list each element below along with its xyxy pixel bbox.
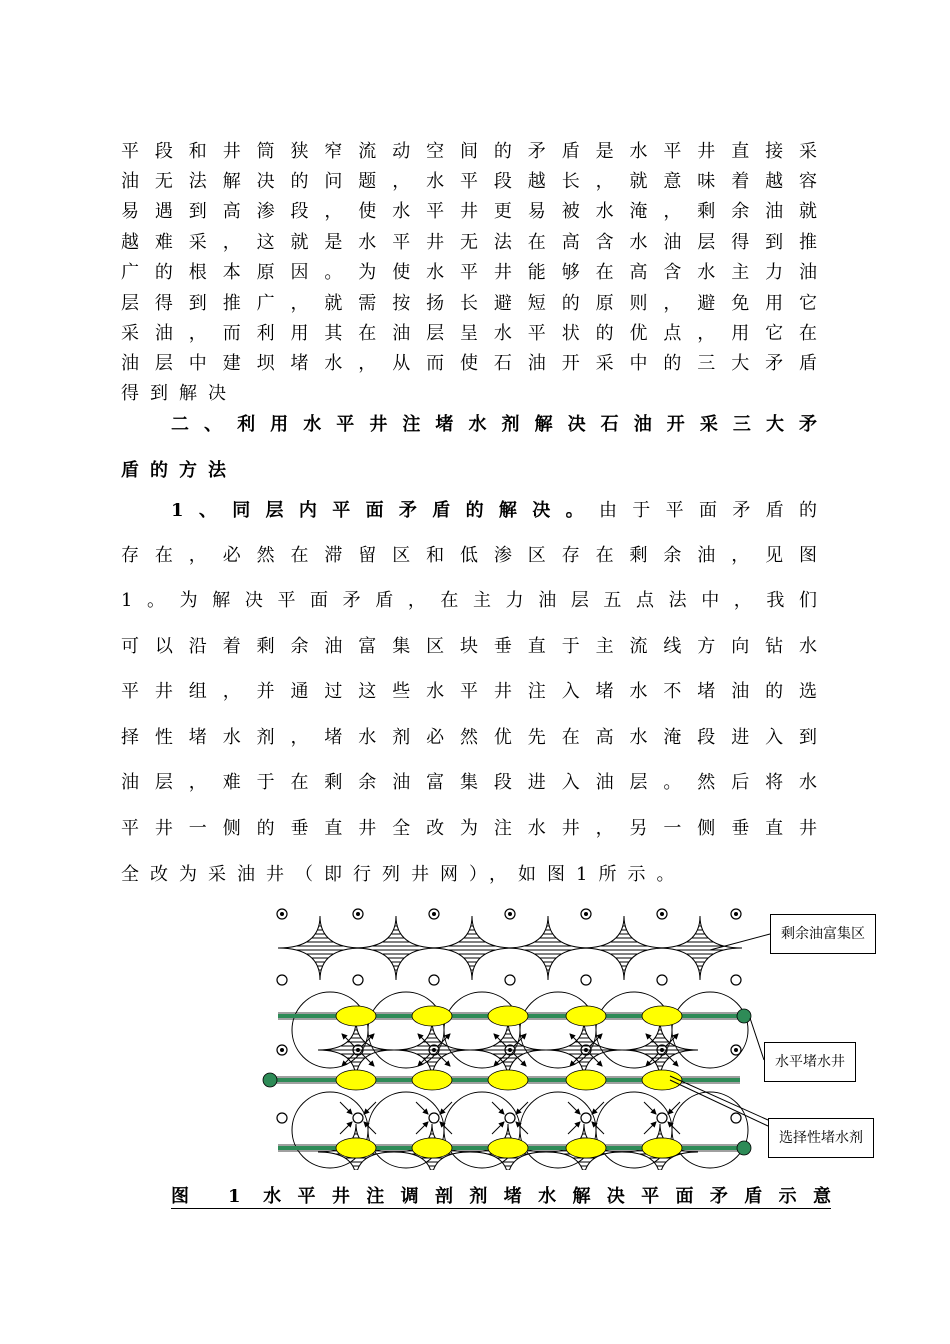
drainage-circle (672, 1092, 748, 1168)
section-heading-cont: 盾的方法 (121, 460, 237, 481)
paragraph-line: 择性堵水剂，堵水剂必然优先在高水淹段进入到 (121, 727, 817, 748)
oil-rich-zone (506, 916, 590, 980)
production-well (277, 1113, 287, 1123)
plugging-agent-blob (642, 1006, 682, 1026)
paragraph-line: 采油，而利用其在油层呈水平状的优点，用它在 (121, 323, 817, 344)
flow-arrow (340, 1102, 352, 1114)
paragraph-line: 平段和井筒狭窄流动空间的矛盾是水平井直接采 (121, 141, 817, 162)
plugging-agent-blob (566, 1006, 606, 1026)
flow-arrow (492, 1122, 504, 1134)
plugging-agent-blob (336, 1070, 376, 1090)
injection-well-inner (660, 1048, 664, 1052)
horizontal-well-head (737, 1009, 751, 1023)
section-heading: 二、利用水平井注堵水剂解决石油开采三大矛 (171, 414, 817, 435)
production-well (657, 1113, 667, 1123)
paragraph-line: 油无法解决的问题，水平段越长，就意味着越容 (121, 171, 817, 192)
paragraph-line: 可以沿着剩余油富集区块垂直于主流线方向钻水 (121, 636, 817, 657)
plugging-agent-blob (566, 1138, 606, 1158)
paragraph-line: 平井组，并通过这些水平井注入堵水不堵油的选 (121, 681, 817, 702)
production-well (429, 975, 439, 985)
plugging-agent-blob (412, 1070, 452, 1090)
flow-arrow (364, 1122, 376, 1134)
horizontal-well-head (737, 1141, 751, 1155)
plugging-agent-blob (336, 1138, 376, 1158)
paragraph-line: 广的根本原因。为使水平井能够在高含水主力油 (121, 262, 817, 283)
flow-arrow (516, 1122, 528, 1134)
flow-arrow (340, 1122, 352, 1134)
flow-arrow (644, 1122, 656, 1134)
flow-arrow (416, 1102, 428, 1114)
oil-rich-zone (354, 916, 438, 980)
paragraph-line: 油层中建坝堵水，从而使石油开采中的三大矛盾 (121, 353, 817, 374)
production-well (353, 975, 363, 985)
plugging-agent-blob (412, 1006, 452, 1026)
injection-well-inner (432, 912, 436, 916)
flow-arrow (440, 1122, 452, 1134)
production-well (505, 1113, 515, 1123)
injection-well-inner (584, 912, 588, 916)
production-well (581, 1113, 591, 1123)
callout-horizontal-well: 水平堵水井 (764, 1042, 856, 1082)
paragraph-line: 1。为解决平面矛盾，在主力油层五点法中，我们 (121, 590, 817, 611)
injection-well-inner (280, 912, 284, 916)
flow-arrow (416, 1122, 428, 1134)
flow-arrow (568, 1102, 580, 1114)
injection-well-inner (584, 1048, 588, 1052)
oil-rich-zone (278, 916, 362, 980)
injection-well-inner (734, 912, 738, 916)
callout-leader (670, 1076, 768, 1120)
callout-remaining-oil: 剩余油富集区 (770, 914, 876, 954)
plugging-agent-blob (642, 1138, 682, 1158)
oil-rich-zone (658, 916, 742, 980)
injection-well-inner (734, 1048, 738, 1052)
flow-arrow (592, 1122, 604, 1134)
production-well (277, 975, 287, 985)
subsection-first-line (171, 500, 817, 522)
flow-arrow (592, 1102, 604, 1114)
flow-arrow (516, 1102, 528, 1114)
callout-leader (670, 1080, 768, 1126)
production-well (731, 1113, 741, 1123)
flow-arrow (644, 1102, 656, 1114)
paragraph-line: 平井一侧的垂直井全改为注水井，另一侧垂直井 (121, 818, 817, 839)
subsection-lead: 1、同层内平面矛盾的解决。 (171, 500, 599, 521)
injection-well-inner (356, 1048, 360, 1052)
plugging-agent-blob (336, 1006, 376, 1026)
plugging-agent-blob (566, 1070, 606, 1090)
flow-arrow (668, 1102, 680, 1114)
paragraph-line: 层得到推广，就需按扬长避短的原则，避免用它 (121, 293, 817, 314)
drainage-circle (672, 992, 748, 1068)
paragraph-line: 油层，难于在剩余油富集段进入油层。然后将水 (121, 772, 817, 793)
production-well (731, 975, 741, 985)
injection-well-inner (356, 912, 360, 916)
paragraph-line: 存在，必然在滞留区和低渗区存在剩余油，见图 (121, 545, 817, 566)
callout-plugging-agent: 选择性堵水剂 (768, 1118, 874, 1158)
production-well (353, 1113, 363, 1123)
flow-arrow (364, 1102, 376, 1114)
injection-well-inner (660, 912, 664, 916)
production-well (429, 1113, 439, 1123)
plugging-agent-blob (488, 1070, 528, 1090)
paragraph-line: 得到解决 (121, 383, 237, 404)
plugging-agent-blob (642, 1070, 682, 1090)
plugging-agent-blob (488, 1006, 528, 1026)
paragraph-line: 越难采，这就是水平井无法在高含水油层得到推 (121, 232, 817, 253)
injection-well-inner (432, 1048, 436, 1052)
injection-well-inner (508, 912, 512, 916)
flow-arrow (568, 1122, 580, 1134)
figure-caption: 图 1 水平井注调剖剂堵水解决平面矛盾示意 (171, 1182, 831, 1209)
production-well (581, 975, 591, 985)
paragraph-line: 易遇到高渗段，使水平井更易被水淹，剩余油就 (121, 201, 817, 222)
callout-leader (750, 1018, 764, 1060)
plugging-agent-blob (412, 1138, 452, 1158)
figure-well-pattern (260, 900, 900, 1170)
production-well (657, 975, 667, 985)
subsection-first-rest: 由于平面矛盾的 (598, 500, 817, 521)
injection-well-inner (280, 1048, 284, 1052)
horizontal-well-head (263, 1073, 277, 1087)
oil-rich-zone (582, 916, 666, 980)
production-well (505, 975, 515, 985)
paragraph-line: 全改为采油井（即行列井网），如图1所示。 (121, 864, 686, 885)
flow-arrow (440, 1102, 452, 1114)
injection-well-inner (508, 1048, 512, 1052)
plugging-agent-blob (488, 1138, 528, 1158)
flow-arrow (668, 1122, 680, 1134)
flow-arrow (492, 1102, 504, 1114)
oil-rich-zone (430, 916, 514, 980)
